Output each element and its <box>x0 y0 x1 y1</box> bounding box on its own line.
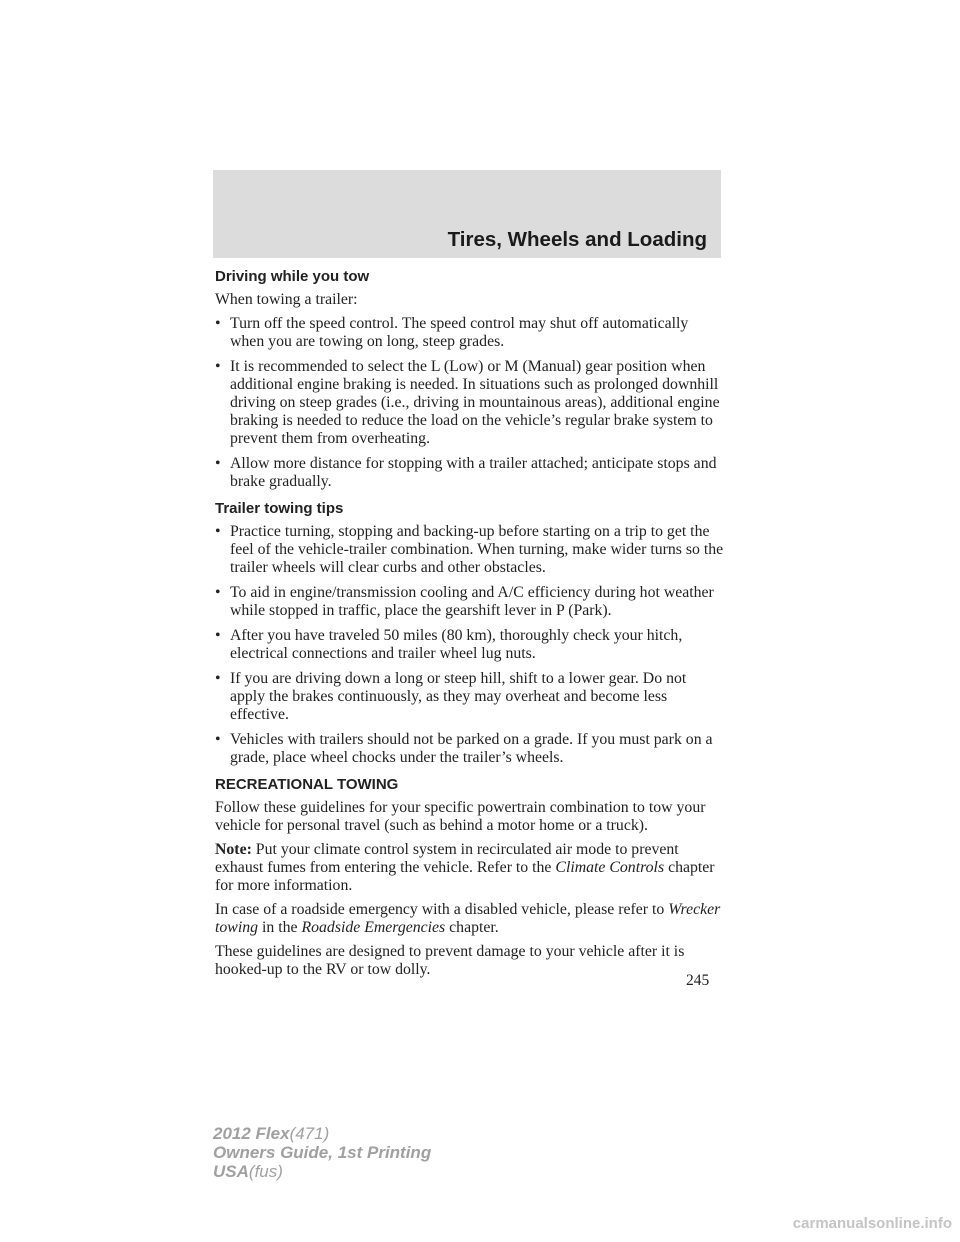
list-item: • If you are driving down a long or steep hill, shift to a lower gear. Do not apply the brakes continuously, as they may overheat and become less effective. <box>215 670 687 723</box>
list-item: • To aid in engine/transmission cooling and A/C efficiency during hot weather while stopped in traffic, place the gearshift lever in P (Park). <box>215 584 714 619</box>
list-item: • Practice turning, stopping and backing-up before starting on a trip to get the feel of the vehicle-trailer combination. When turning, make wider turns so the trailer wheels will clear curbs and other obstacles. <box>215 523 724 576</box>
wrecker-towing-reference: Wrecker towing <box>215 901 721 936</box>
guidelines-paragraph: These guidelines are designed to prevent damage to your vehicle after it is hooked-up to the RV or tow dolly. <box>215 943 685 978</box>
watermark-text: carmanualsonline.info <box>792 1215 952 1232</box>
section-heading-tips: Trailer towing tips <box>215 500 344 517</box>
bullet-icon: • <box>215 358 221 375</box>
list-item: • After you have traveled 50 miles (80 km), thoroughly check your hitch, electrical connections and trailer wheel lug nuts. <box>215 627 683 662</box>
page-number: 245 <box>686 972 710 989</box>
roadside-paragraph: In case of a roadside emergency with a disabled vehicle, please refer to Wrecker towing in the Roadside Emergencies chapter. <box>215 901 721 936</box>
list-item: • Allow more distance for stopping with a trailer attached; anticipate stops and brake gradually. <box>215 455 717 490</box>
bullet-icon: • <box>215 670 221 687</box>
recreational-paragraph: Follow these guidelines for your specific powertrain combination to tow your vehicle for personal travel (such as behind a motor home or a truck). <box>215 799 706 834</box>
bullet-icon: • <box>215 315 221 332</box>
bullet-icon: • <box>215 523 221 540</box>
roadside-emergencies-reference: Roadside Emergencies <box>301 919 446 936</box>
note-text: Put your climate control system in recirculated air mode to prevent exhaust fumes from entering the vehicle. Refer to the <box>215 841 679 876</box>
bullet-icon: • <box>215 731 221 748</box>
list-item: • Vehicles with trailers should not be parked on a grade. If you must park on a grade, place wheel chocks under the trailer’s wheels. <box>215 731 713 766</box>
tips-bullet-list <box>215 523 725 767</box>
chapter-title: Tires, Wheels and Loading <box>447 228 707 251</box>
list-item: • Turn off the speed control. The speed control may shut off automatically when you are towing on long, steep grades. <box>215 315 689 350</box>
climate-controls-reference: Climate Controls <box>555 859 665 876</box>
footer-line-2: Owners Guide, 1st Printing <box>213 1143 432 1162</box>
note-tail: chapter for more information. <box>215 859 715 894</box>
footer-line-1: 2012 Flex(471) <box>213 1124 330 1143</box>
page-content <box>215 268 725 985</box>
driving-bullet-list <box>215 315 725 491</box>
list-item: • It is recommended to select the L (Low) or M (Manual) gear position when additional engine braking is needed. In situations such as prolonged downhill driving on steep grades (i.e., driving in mountainous areas), additional engine braking is needed to reduce the load on the vehicle’s regular brake system to prevent them from overheating. <box>215 358 720 447</box>
footer-line-3: USA(fus) <box>213 1162 283 1181</box>
driving-intro: When towing a trailer: <box>215 291 358 308</box>
print-footer <box>213 1124 431 1181</box>
section-heading-recreational: RECREATIONAL TOWING <box>215 776 399 793</box>
bullet-icon: • <box>215 627 221 644</box>
note-label: Note: <box>215 841 252 858</box>
chapter-header <box>213 170 721 258</box>
section-heading-driving: Driving while you tow <box>215 268 370 285</box>
bullet-icon: • <box>215 455 221 472</box>
note-paragraph <box>215 841 725 895</box>
bullet-icon: • <box>215 584 221 601</box>
